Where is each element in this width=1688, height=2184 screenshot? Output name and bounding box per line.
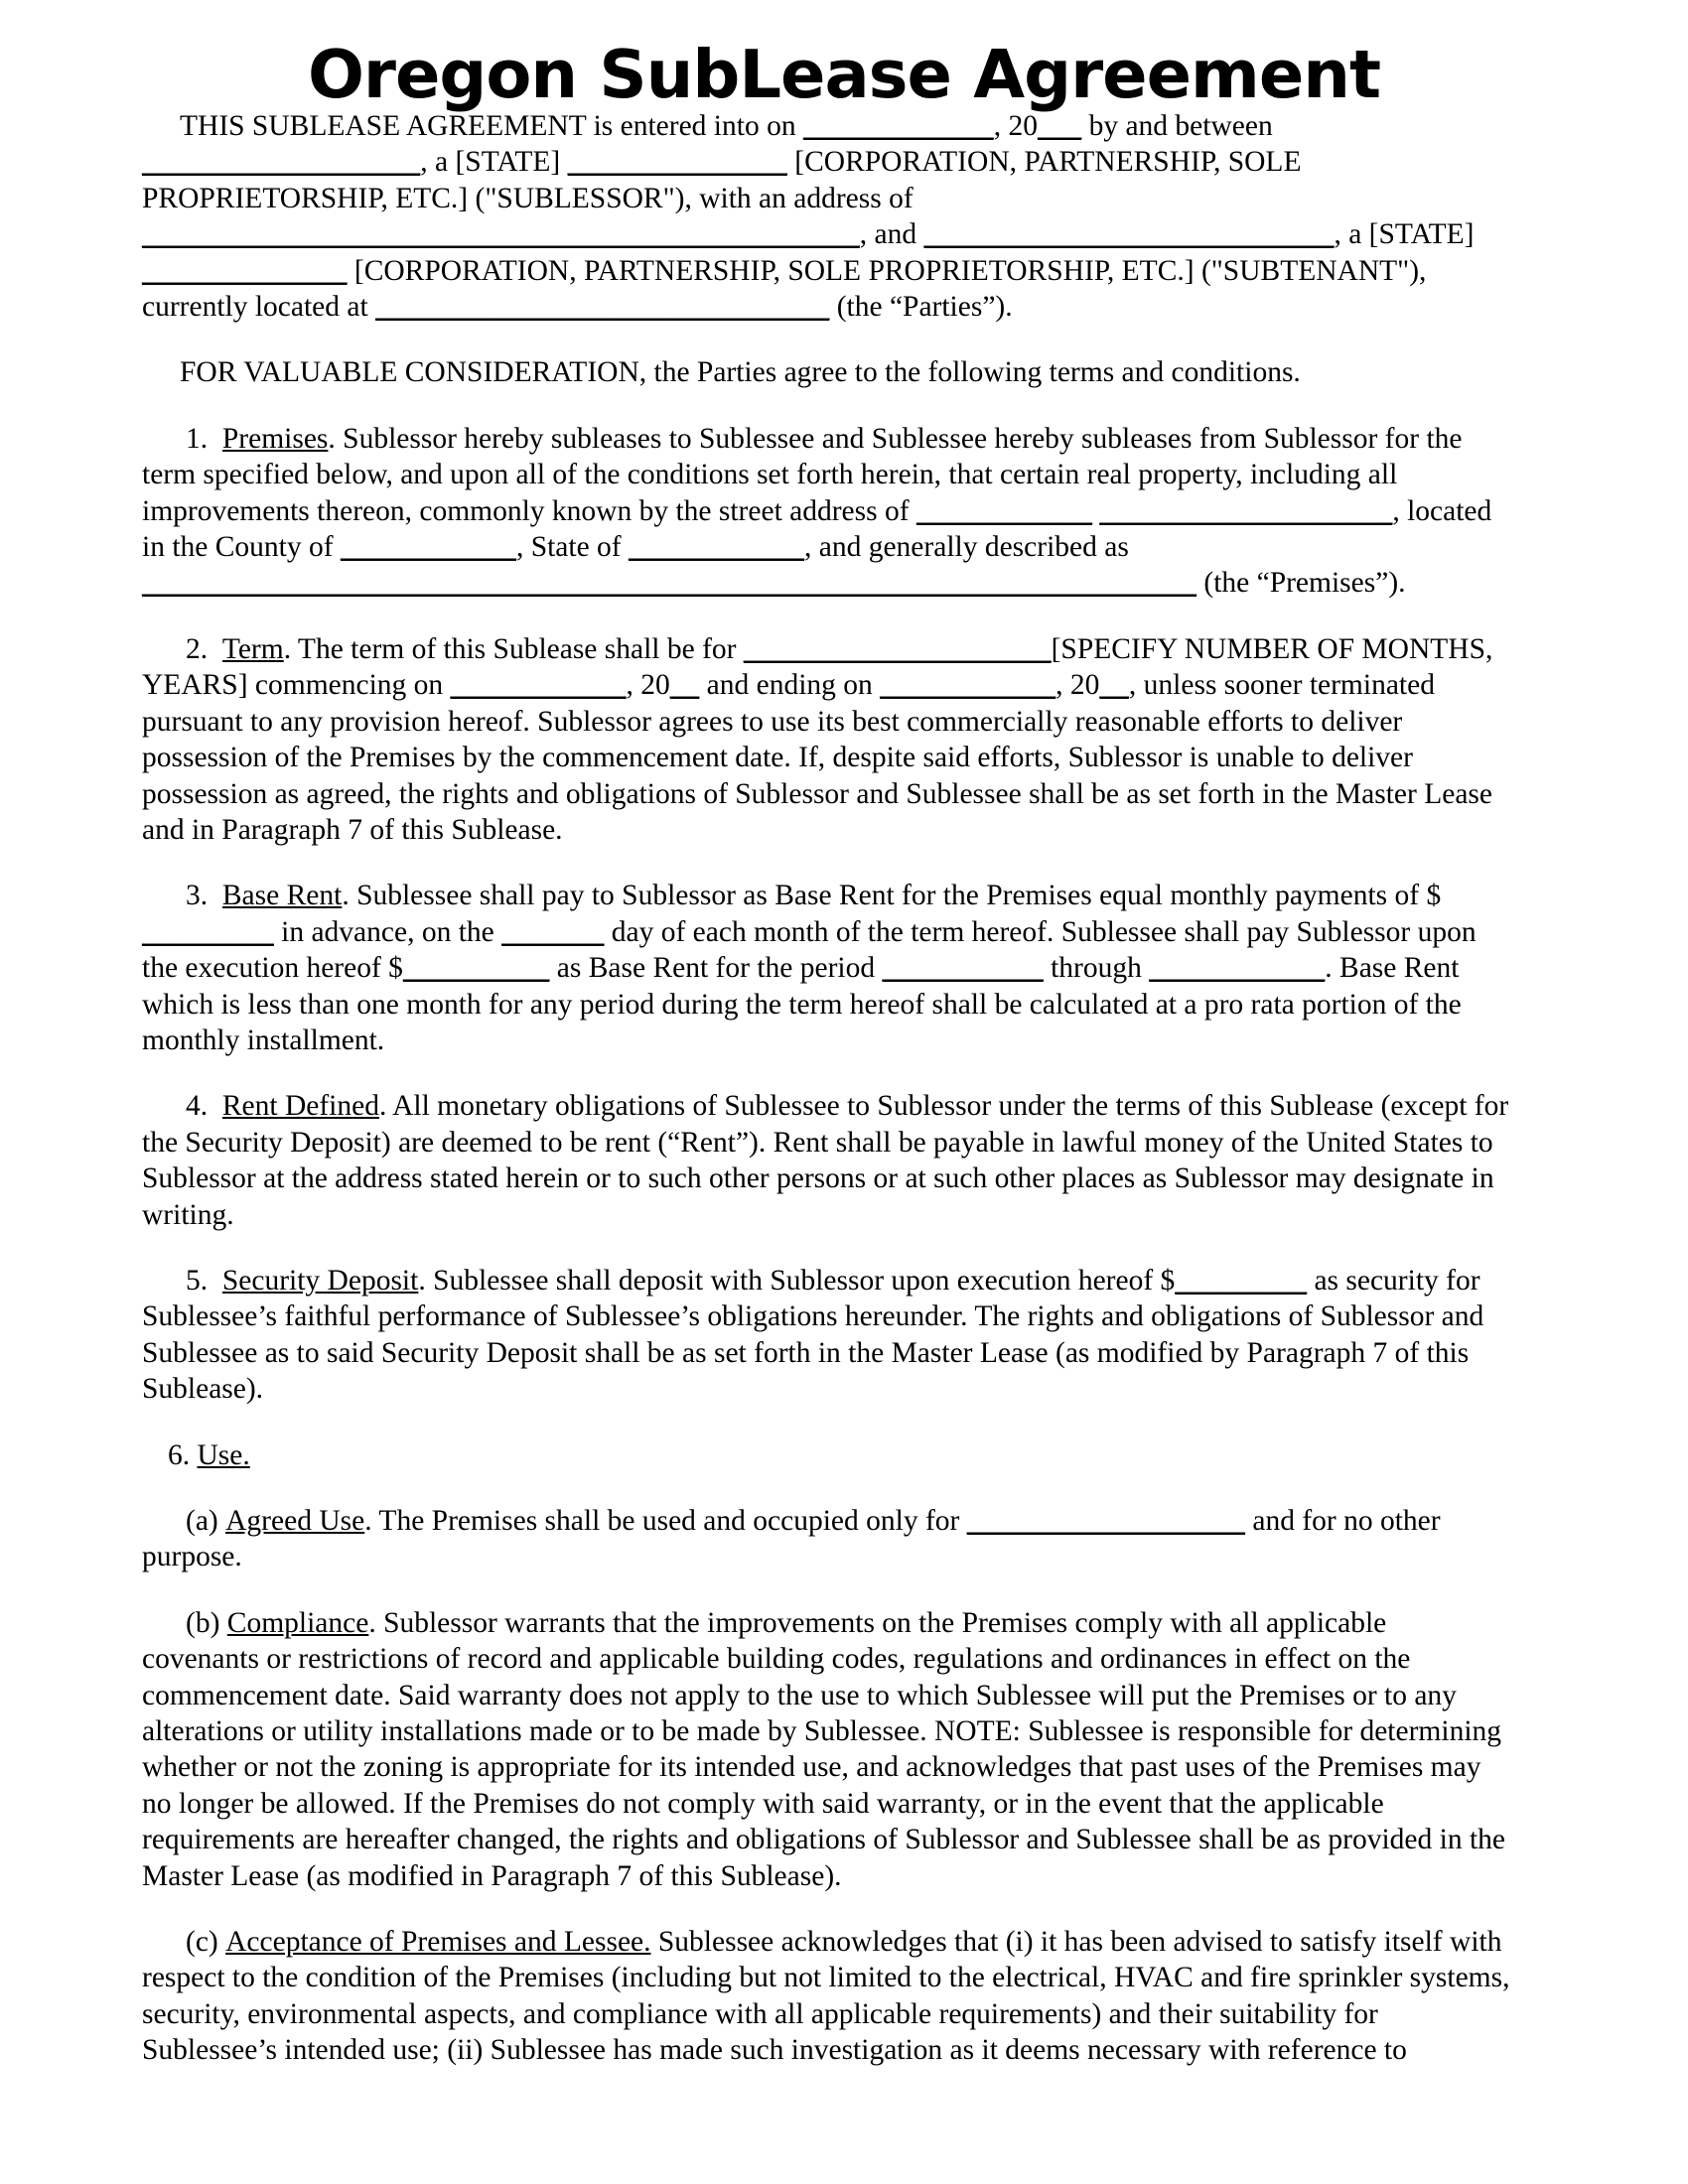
section-1-street-blank-a[interactable]: ____________ — [915, 494, 1092, 527]
section-2-term — [142, 631, 1510, 848]
section-3-period-from-blank[interactable]: ___________ — [882, 952, 1044, 985]
intro-subtenant-state-blank[interactable]: ______________ — [142, 254, 348, 287]
intro-line4-a: , and — [859, 218, 924, 251]
subsection-b-body-1: . Sublessor warrants that the improvements on the Premises comply with all applicable covenants or restrictions of record and applicable building codes, regulations and ordinances in effect on the commencement date. Said warranty does not apply to the use to which Sublessee will put the Premises or to any alterations or utility installations made or to be made by Sublessee. NOTE: Sublessee is responsible for determining whether or not the zoning is appropriate for its intended use, and acknowledges that past uses of the Premises may no longer be allowed. If the Premises do not comply with said warranty, or in the event that the applicable requirements are hereafter changed, the rights and obligations of Sublessor and Sublessee shall be as provided in the Master Lease (as modified in Paragraph 7 of this Sublease). — [142, 1606, 1505, 1892]
section-4-heading: Rent Defined — [221, 1090, 379, 1123]
section-3-amount-blank[interactable]: _________ — [142, 915, 274, 948]
document-body — [142, 108, 1510, 2069]
section-3-body-2: in advance, on the — [273, 915, 502, 948]
section-5-number: 5. — [186, 1264, 209, 1297]
subsection-c-acceptance — [142, 1924, 1510, 2069]
subsection-a-agreed-use — [142, 1503, 1510, 1575]
section-5-deposit-blank[interactable]: _________ — [1175, 1264, 1308, 1297]
section-2-body-5: , 20 — [1055, 669, 1100, 702]
section-1-number: 1. — [186, 422, 209, 455]
intro-line2-a: , a [STATE] — [420, 146, 568, 179]
section-6-heading: Use — [197, 1438, 243, 1471]
section-3-number: 3. — [186, 880, 209, 912]
section-1-heading: Premises — [221, 422, 329, 455]
section-2-number: 2. — [186, 632, 209, 665]
intro-subtenant-name-blank[interactable]: ____________________________ — [923, 218, 1335, 251]
section-1-body-3: , located in the County of — [142, 494, 1492, 564]
section-2-end-year-blank[interactable]: __ — [1099, 669, 1129, 702]
intro-paragraph — [142, 108, 1510, 325]
section-4-body-1: . All monetary obligations of Sublessee to Sublessor under the terms of this Sublease (except for the Security Deposit) are deemed to be rent (“Rent”). Rent shall be payable in lawful money of the United States to Sublessor at the address stated herein or to such other persons or at such other places as Sublessor may designate in writing. — [142, 1090, 1509, 1231]
section-2-heading: Term — [221, 632, 284, 665]
section-3-body-5: through — [1043, 952, 1150, 985]
consideration-paragraph — [142, 354, 1510, 390]
section-2-body-2: [SPECIFY NUMBER OF MONTHS, YEARS] commencing on — [142, 632, 1493, 702]
section-1-body-6: (the “Premises”). — [1196, 567, 1406, 600]
section-1-body-4: , State of — [515, 531, 629, 564]
section-2-body-4: and ending on — [699, 669, 881, 702]
intro-year-blank[interactable]: ___ — [1037, 110, 1082, 142]
consideration-text: FOR VALUABLE CONSIDERATION, the Parties agree to the following terms and conditions. — [180, 356, 1301, 389]
page-title: Oregon SubLease Agreement — [307, 36, 1381, 113]
subsection-a-body-2: and for no other purpose. — [142, 1505, 1441, 1573]
subsection-b-heading: Compliance — [226, 1606, 369, 1639]
section-1-county-blank[interactable]: ____________ — [340, 531, 516, 564]
section-1-street-blank-b[interactable]: ____________________ — [1099, 494, 1393, 527]
subsection-a-body-1: . The Premises shall be used and occupied only for — [364, 1505, 967, 1537]
intro-date-blank[interactable]: _____________ — [802, 110, 994, 142]
subsection-c-heading: Acceptance of Premises and Lessee. — [225, 1926, 651, 1959]
section-1-description-blank[interactable]: ________________________________________________________________________ — [142, 567, 1196, 600]
intro-line1-b: , 20 — [993, 110, 1038, 142]
section-3-body-6: . Base Rent which is less than one month for any period during the term hereof shall be calculated at a pro rata portion of the monthly installment. — [142, 952, 1462, 1056]
section-5-security-deposit — [142, 1263, 1510, 1408]
intro-sublessor-address-blank[interactable]: _________________________________________________ — [142, 218, 860, 251]
section-3-body-3: day of each month of the term hereof. Sublessee shall pay Sublessor upon the execution hereof $ — [142, 915, 1477, 985]
section-2-body-1: . The term of this Sublease shall be for — [283, 632, 744, 665]
intro-line1-c: by and between — [1081, 110, 1273, 142]
intro-subtenant-address-blank[interactable]: _______________________________ — [375, 291, 830, 324]
intro-line4-b: , a [STATE] — [1334, 218, 1475, 251]
section-1-premises — [142, 421, 1510, 602]
section-5-heading: Security Deposit — [221, 1264, 419, 1297]
section-3-day-blank[interactable]: _______ — [501, 915, 605, 948]
section-3-body-1: . Sublessee shall pay to Sublessor as Base Rent for the Premises equal monthly payments of $ — [342, 880, 1442, 912]
intro-line6-b: (the “Parties”). — [829, 291, 1013, 324]
subsection-a-use-blank[interactable]: ___________________ — [966, 1505, 1245, 1537]
intro-sublessor-name-blank[interactable]: ___________________ — [142, 146, 421, 179]
subsection-b-compliance — [142, 1605, 1510, 1894]
section-2-body-3: , 20 — [626, 669, 670, 702]
subsection-a-heading: Agreed Use — [225, 1505, 365, 1537]
section-2-start-year-blank[interactable]: __ — [669, 669, 700, 702]
section-3-period-to-blank[interactable]: ____________ — [1149, 952, 1326, 985]
intro-line6-a: currently located at — [142, 291, 376, 324]
section-2-start-date-blank[interactable]: ____________ — [450, 669, 627, 702]
subsection-c-body-1: Sublessee acknowledges that (i) it has been advised to satisfy itself with respect to the condition of the Premises (including but not limited to the electrical, HVAC and fire sprinkler systems, security, environmental aspects, and compliance with all applicable requirements) and their suitability for Sublessee’s intended use; (ii) Sublessee has made such investigation as it deems necessary with reference to — [142, 1926, 1510, 2067]
section-1-body-1: . Sublessor hereby subleases to Sublessee and Sublessee hereby subleases from Sublessor for the term specified below, and upon all of the conditions set forth herein, that certain real property, including all improvements thereon, commonly known by the street address of — [142, 422, 1463, 527]
subsection-c-label: (c) — [186, 1926, 218, 1959]
section-2-body-6: , unless sooner terminated pursuant to any provision hereof. Sublessor agrees to use its best commercially reasonable efforts to deliver possession of the Premises by the commencement date. If, despite said efforts, Sublessor is unable to deliver possession as agreed, the rights and obligations of Sublessor and Sublessee shall be as set forth in the Master Lease and in Paragraph 7 of this Sublease. — [142, 669, 1492, 846]
section-6-body-1: . — [242, 1438, 250, 1471]
section-4-number: 4. — [186, 1090, 209, 1123]
section-1-body-5: , and generally described as — [804, 531, 1129, 564]
section-4-rent-defined — [142, 1088, 1510, 1233]
section-3-heading: Base Rent — [221, 880, 343, 912]
section-3-base-rent — [142, 878, 1510, 1058]
subsection-a-label: (a) — [186, 1505, 218, 1537]
intro-line3: PROPRIETORSHIP, ETC.] ("SUBLESSOR"), with an address of — [142, 182, 914, 214]
section-1-state-blank[interactable]: ____________ — [629, 531, 804, 564]
section-3-body-4: as Base Rent for the period — [549, 952, 883, 985]
section-2-duration-blank[interactable]: _____________________ — [743, 632, 1052, 665]
intro-sublessor-state-blank[interactable]: _______________ — [567, 146, 787, 179]
section-5-body-1: . Sublessee shall deposit with Sublessor upon execution hereof $ — [418, 1264, 1176, 1297]
section-5-body-2: as security for Sublessee’s faithful performance of Sublessee’s obligations hereunder. The rights and obligations of Sublessor and Sublessee as to said Security Deposit shall be as set forth in the Master Lease (as modified by Paragraph 7 of this Sublease). — [142, 1264, 1484, 1406]
section-3-prepaid-blank[interactable]: __________ — [402, 952, 550, 985]
section-6-use — [142, 1437, 1510, 1473]
section-2-end-date-blank[interactable]: ____________ — [880, 669, 1056, 702]
intro-line5-a: [CORPORATION, PARTNERSHIP, SOLE PROPRIETORSHIP, ETC.] ("SUBTENANT"), — [347, 254, 1427, 287]
intro-line2-b: [CORPORATION, PARTNERSHIP, SOLE — [786, 146, 1302, 179]
intro-line1-a: THIS SUBLEASE AGREEMENT is entered into on — [180, 110, 803, 142]
subsection-b-label: (b) — [186, 1606, 220, 1639]
section-6-number: 6. — [168, 1438, 191, 1471]
